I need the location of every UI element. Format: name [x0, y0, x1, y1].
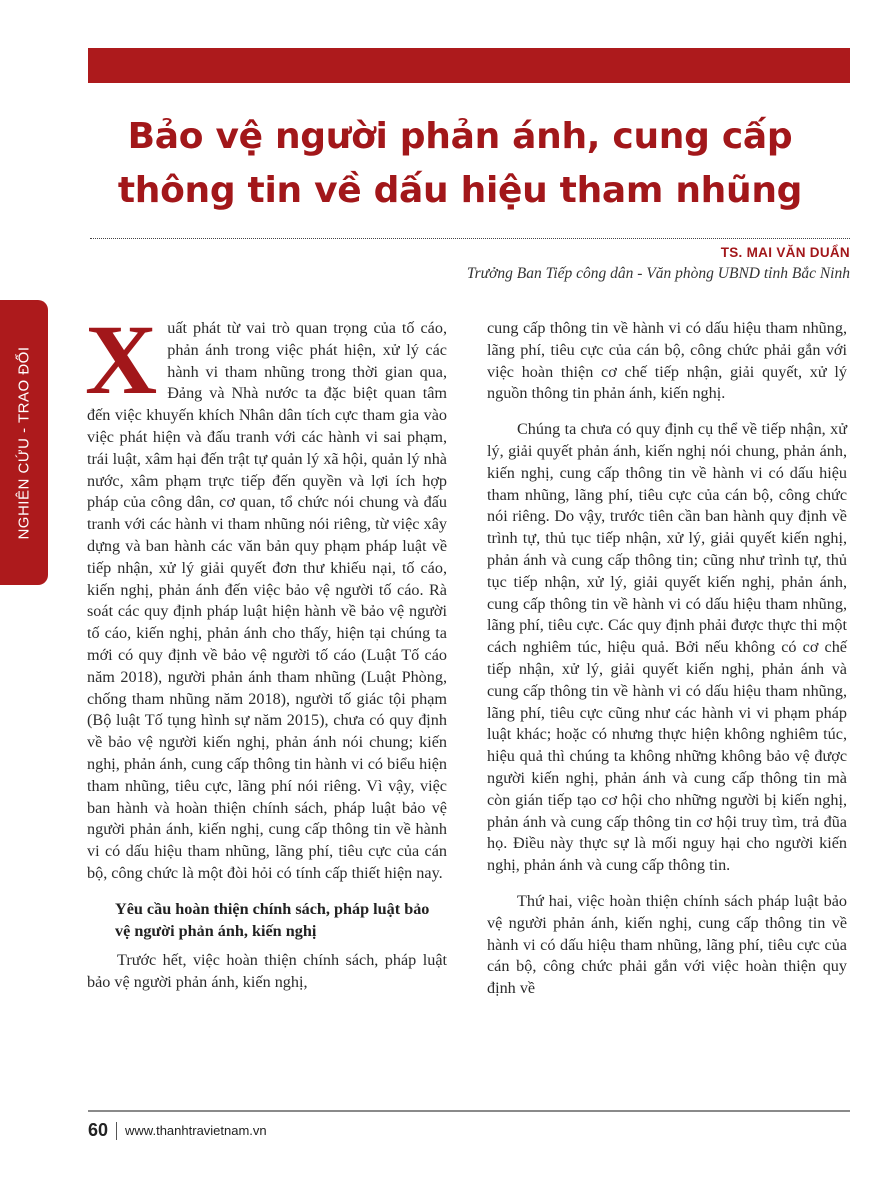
section-tab-label: NGHIÊN CỨU - TRAO ĐỔI — [15, 345, 33, 540]
body-paragraph: Thứ hai, việc hoàn thiện chính sách pháp luật bảo vệ người phản ánh, kiến nghị, cung cấp thông tin về hành vi có dấu hiệu tham nhũng, lãng phí, tiêu cực của cán bộ, công chức phải gắn với việc hoàn thiện quy định về — [487, 891, 847, 998]
page-number: 60 — [88, 1120, 109, 1140]
footer-separator — [116, 1122, 117, 1140]
footer-divider — [88, 1110, 850, 1112]
article-title: Bảo vệ người phản ánh, cung cấp thông tin về dấu hiệu tham nhũng — [117, 116, 803, 211]
left-column — [85, 304, 447, 1008]
page-footer — [88, 1120, 267, 1141]
intro-paragraph — [85, 304, 447, 885]
intro-text: uất phát từ vai trò quan trọng của tố cáo, phản ánh trong việc phát hiện, xử lý các hành vi tham nhũng trong thời gian qua, Đảng và Nhà nước ta đặc biệt quan tâm đến việc khuyến khích Nhân dân tích cực tham gia vào việc phát hiện và đấu tranh với các hành vi sai phạm, trái luật, xâm hại đến trật tự quản lý xã hội, quản lý nhà nước, xâm phạm trực tiếp đến quyền và lợi ích hợp pháp của công dân, cơ quan, tổ chức nói chung và đấu tranh với các hành vi tham nhũng nói riêng, từ việc xây dựng và ban hành các văn bản quy phạm pháp luật về tiếp nhận, xử lý giải quyết đơn thư khiếu nại, tố cáo, kiến nghị, phản ánh đến việc bảo vệ người tố cáo. Rà soát các quy định pháp luật hiện hành về bảo vệ người tố cáo, kiến nghị, phản ánh cho thấy, hiện tại chúng ta mới có quy định về bảo vệ người tố cáo (Luật Tố cáo năm 2018), người phản ánh tham nhũng (Luật Phòng, chống tham nhũng năm 2018), người tố giác tội phạm (Bộ luật Tố tụng hình sự năm 2015), chưa có quy định về bảo vệ người kiến nghị, phản ánh nói chung; kiến nghị, phản ánh, cung cấp thông tin hành vi có biểu hiện tham nhũng, tiêu cực, lãng phí nói riêng. Vì vậy, việc ban hành và hoàn thiện chính sách, pháp luật bảo vệ người phản ánh, kiến nghị, cung cấp thông tin về hành vi có dấu hiệu tham nhũng, lãng phí, tiêu cực của cán bộ, công chức là một đòi hỏi có tính cấp thiết hiện nay. — [87, 319, 447, 882]
title-divider — [90, 238, 850, 239]
author-name: TS. MAI VĂN DUẨN — [720, 245, 850, 260]
section-heading: Yêu cầu hoàn thiện chính sách, pháp luật bảo vệ người phản ánh, kiến nghị — [115, 899, 430, 940]
body-paragraph: Trước hết, việc hoàn thiện chính sách, pháp luật bảo vệ người phản ánh, kiến nghị, — [87, 951, 447, 992]
section-tab — [0, 300, 48, 585]
website-link[interactable]: www.thanhtravietnam.vn — [125, 1123, 267, 1138]
right-column — [487, 318, 847, 1014]
author-affiliation: Trưởng Ban Tiếp công dân - Văn phòng UBND tỉnh Bắc Ninh — [466, 265, 850, 282]
body-paragraph: cung cấp thông tin về hành vi có dấu hiệu tham nhũng, lãng phí, tiêu cực của cán bộ, công chức phải gắn với việc hoàn thiện cơ chế tiếp nhận, giải quyết, xử lý nguồn thông tin phản ánh, kiến nghị. — [487, 319, 847, 403]
body-paragraph: Chúng ta chưa có quy định cụ thể về tiếp nhận, xử lý, giải quyết phản ánh, kiến nghị nói chung, phản ánh, kiến nghị, cung cấp thông tin về hành vi có dấu hiệu tham nhũng, lãng phí, tiêu cực của cán bộ, công chức nói riêng. Do vậy, trước tiên cần ban hành quy định về trình tự, thủ tục tiếp nhận, xử lý, giải quyết kiến nghị, phản ánh và cung cấp thông tin; cũng như trình tự, thủ tục tiếp nhận, xử lý, giải quyết kiến nghị, phản ánh, cung cấp thông tin về hành vi có dấu hiệu tham nhũng, lãng phí, tiêu cực. Các quy định phải được thực thi một cách nghiêm túc, hiệu quả. Bởi nếu không có cơ chế tiếp nhận, xử lý, giải quyết kiến nghị, phản ánh và cung cấp thông tin về hành vi có dấu hiệu tham nhũng, lãng phí, tiêu cực cũng như các hành vi vi phạm pháp luật khác; hoặc có nhưng thực hiện không nghiêm túc, hiệu quả thì chúng ta không những không bảo vệ được người kiến nghị, phản ánh và cung cấp thông tin mà còn gián tiếp tạo cơ hội cho những người bị kiến nghị, phản ánh và cung cấp thông tin cơ hội truy tìm, trả đũa họ. Điều này thực sự là mối nguy hại cho người kiến nghị, phản ánh và cung cấp thông tin. — [487, 420, 847, 875]
drop-cap: X — [85, 304, 158, 415]
top-banner-bar — [88, 48, 850, 83]
